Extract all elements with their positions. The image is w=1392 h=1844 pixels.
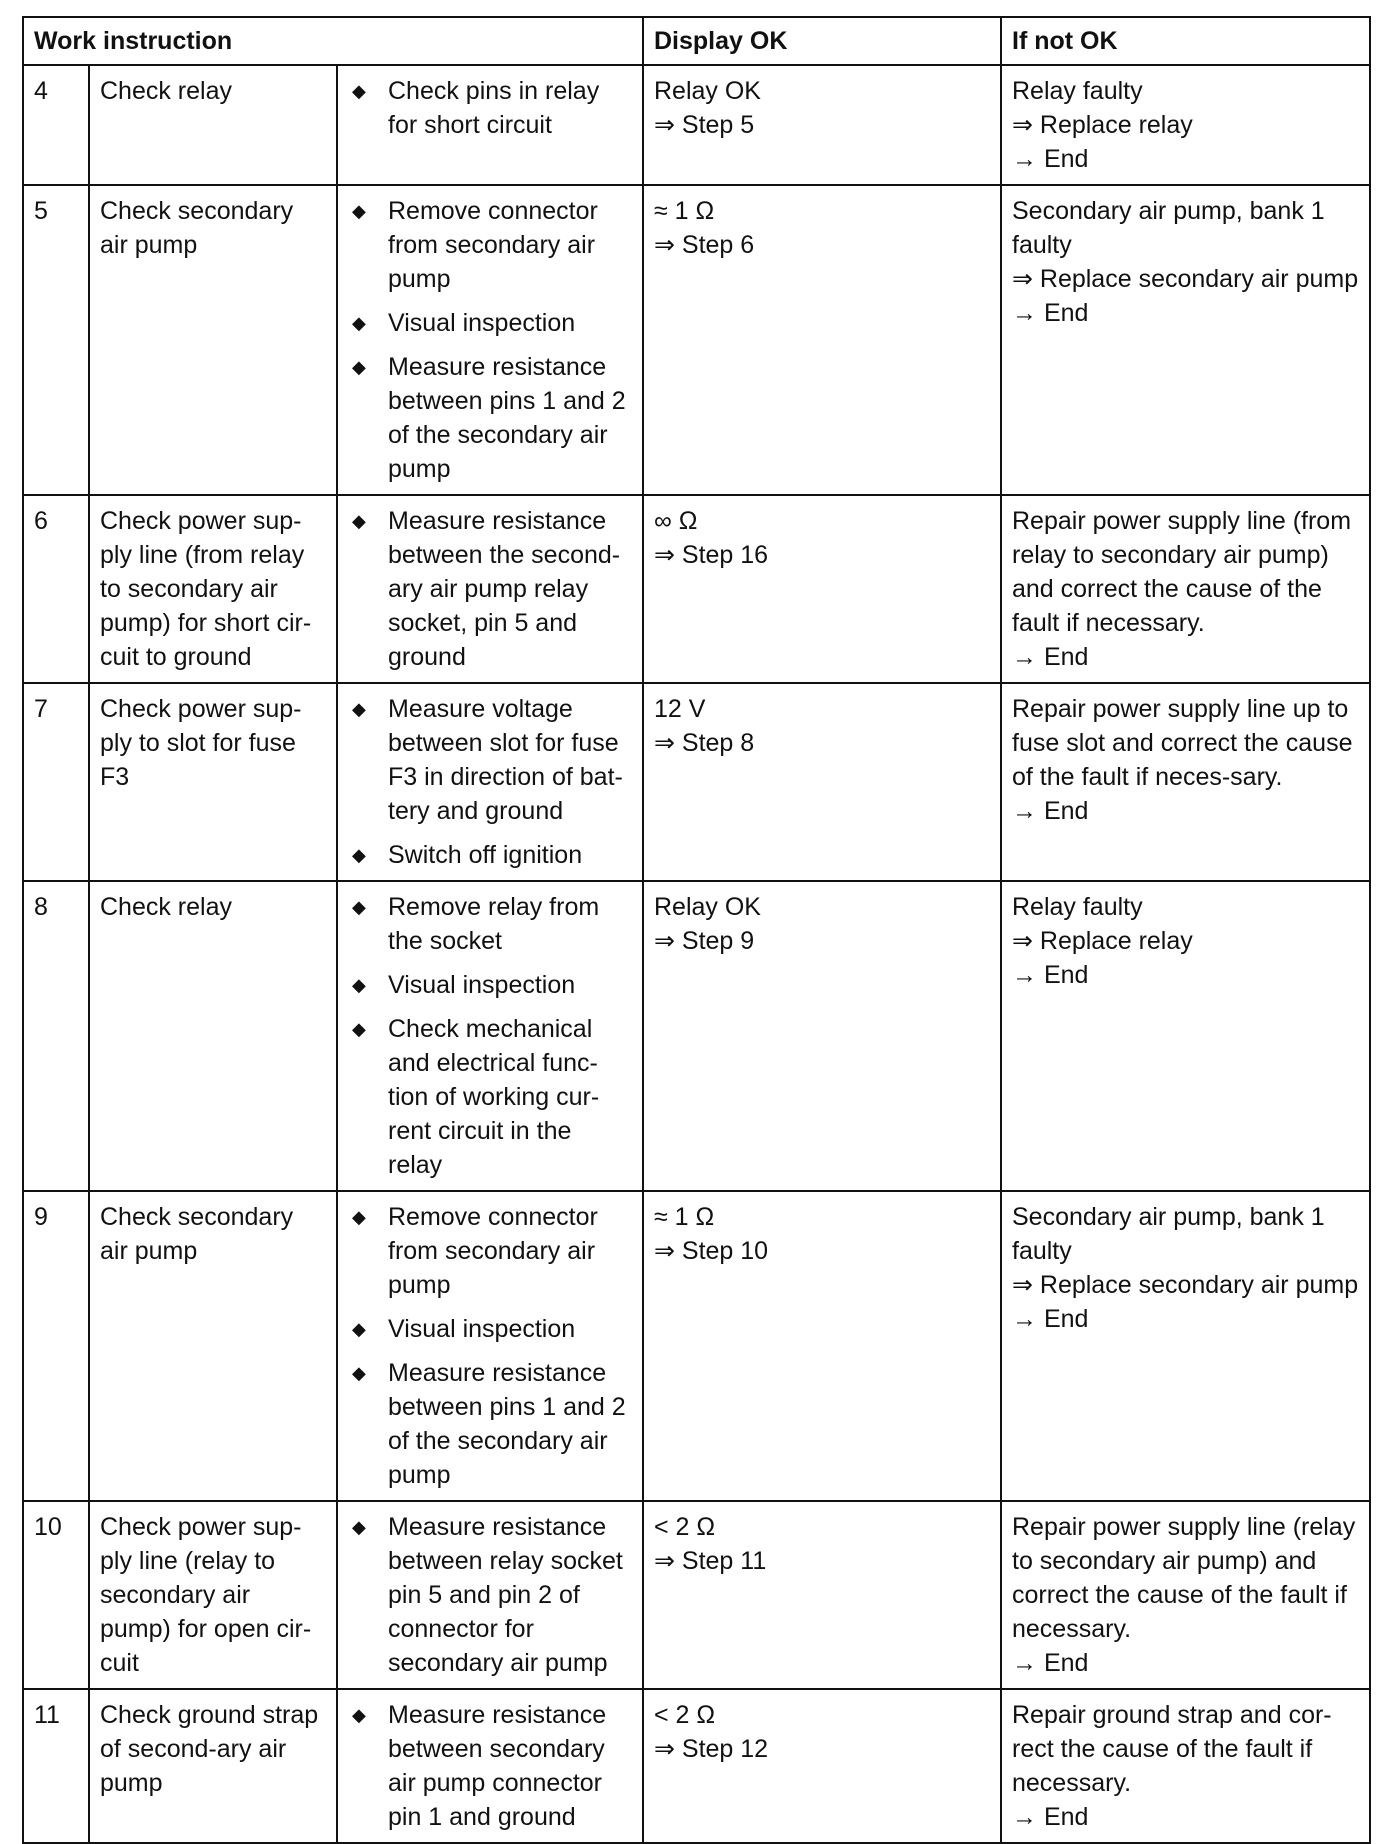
if-not-ok-line: → End: [1012, 299, 1089, 327]
table-row: [23, 65, 1370, 185]
task-steps-cell: [337, 65, 643, 185]
display-ok-line: ⇒ Step 16: [654, 541, 769, 569]
display-ok-cell: [643, 881, 1001, 1191]
task-step: [348, 890, 632, 958]
task-step: [348, 1012, 632, 1182]
display-ok-cell: [643, 185, 1001, 495]
task-steps-list: [348, 74, 632, 142]
task-step-text: Remove connector from secondary air pump: [388, 1203, 598, 1299]
task-description: Check power sup-ply line (relay to secondary air pump) for open cir-cuit: [89, 1501, 337, 1689]
if-not-ok-line: Secondary air pump, bank 1 faulty: [1012, 1203, 1325, 1265]
task-description: Check secondary air pump: [89, 185, 337, 495]
display-ok-line: ⇒ Step 11: [654, 1547, 767, 1575]
task-step: [348, 194, 632, 296]
table-row: [23, 1191, 1370, 1501]
diamond-bullet-icon: ◆: [352, 699, 366, 719]
task-step: [348, 1698, 632, 1834]
step-number: 4: [23, 65, 89, 185]
display-ok-line: ⇒ Step 5: [654, 111, 755, 139]
display-ok-cell: [643, 1501, 1001, 1689]
task-steps-cell: [337, 1191, 643, 1501]
display-ok-line: < 2 Ω: [654, 1513, 716, 1541]
if-not-ok-line: → End: [1012, 797, 1089, 825]
table-row: [23, 1689, 1370, 1843]
task-step-text: Measure resistance between secondary air pump connector pin 1 and ground: [388, 1701, 607, 1831]
display-ok-line: ⇒ Step 6: [654, 231, 755, 259]
task-description: Check ground strap of second-ary air pump: [89, 1689, 337, 1843]
diamond-bullet-icon: ◆: [352, 845, 366, 865]
task-description: Check power sup-ply line (from relay to secondary air pump) for short cir-cuit to ground: [89, 495, 337, 683]
diamond-bullet-icon: ◆: [352, 81, 366, 101]
display-ok-line: ∞ Ω: [654, 507, 698, 535]
display-ok-cell: [643, 683, 1001, 881]
task-step: [348, 1356, 632, 1492]
display-ok-cell: [643, 1689, 1001, 1843]
display-ok-line: < 2 Ω: [654, 1701, 716, 1729]
if-not-ok-line: ⇒ Replace secondary air pump: [1012, 265, 1359, 293]
display-ok-line: ⇒ Step 8: [654, 729, 755, 757]
if-not-ok-cell: [1001, 65, 1370, 185]
display-ok-line: ⇒ Step 10: [654, 1237, 769, 1265]
table-row: [23, 185, 1370, 495]
display-ok-cell: [643, 1191, 1001, 1501]
if-not-ok-line: Relay faulty: [1012, 893, 1143, 921]
diamond-bullet-icon: ◆: [352, 897, 366, 917]
if-not-ok-cell: [1001, 881, 1370, 1191]
task-step: [348, 1510, 632, 1680]
task-step: [348, 838, 632, 872]
display-ok-line: 12 V: [654, 695, 706, 723]
task-description: Check secondary air pump: [89, 1191, 337, 1501]
task-step-text: Visual inspection: [388, 1315, 576, 1343]
step-number: 10: [23, 1501, 89, 1689]
header-display-ok: Display OK: [643, 17, 1001, 65]
task-steps-cell: [337, 683, 643, 881]
step-number: 7: [23, 683, 89, 881]
display-ok-line: ⇒ Step 12: [654, 1735, 769, 1763]
if-not-ok-cell: [1001, 1191, 1370, 1501]
task-steps-list: [348, 194, 632, 486]
if-not-ok-cell: [1001, 185, 1370, 495]
table-header-row: [23, 17, 1370, 65]
diamond-bullet-icon: ◆: [352, 1517, 366, 1537]
task-step-text: Remove relay from the socket: [388, 893, 600, 955]
task-step: [348, 350, 632, 486]
task-description: Check relay: [89, 881, 337, 1191]
diamond-bullet-icon: ◆: [352, 975, 366, 995]
step-number: 6: [23, 495, 89, 683]
if-not-ok-line: Repair power supply line (from relay to secondary air pump) and correct the cause of the fault if necessary.: [1012, 507, 1352, 637]
task-description: Check relay: [89, 65, 337, 185]
task-steps-cell: [337, 1689, 643, 1843]
diamond-bullet-icon: ◆: [352, 1705, 366, 1725]
diamond-bullet-icon: ◆: [352, 1363, 366, 1383]
step-number: 9: [23, 1191, 89, 1501]
task-step-text: Visual inspection: [388, 309, 576, 337]
task-steps-cell: [337, 185, 643, 495]
task-steps-list: [348, 1200, 632, 1492]
task-step-text: Switch off ignition: [388, 841, 583, 869]
task-step: [348, 1312, 632, 1346]
task-step-text: Check pins in relay for short circuit: [388, 77, 600, 139]
display-ok-line: Relay OK: [654, 77, 761, 105]
if-not-ok-line: Secondary air pump, bank 1 faulty: [1012, 197, 1325, 259]
task-step: [348, 504, 632, 674]
diamond-bullet-icon: ◆: [352, 1019, 366, 1039]
display-ok-cell: [643, 65, 1001, 185]
task-step-text: Measure resistance between relay socket pin 5 and pin 2 of connector for secondary air pump: [388, 1513, 623, 1677]
diamond-bullet-icon: ◆: [352, 313, 366, 333]
diamond-bullet-icon: ◆: [352, 511, 366, 531]
diamond-bullet-icon: ◆: [352, 201, 366, 221]
task-step-text: Remove connector from secondary air pump: [388, 197, 598, 293]
task-step-text: Check mechanical and electrical func-tion of working cur-rent circuit in the relay: [388, 1015, 600, 1179]
if-not-ok-cell: [1001, 495, 1370, 683]
step-number: 11: [23, 1689, 89, 1843]
table-row: [23, 881, 1370, 1191]
display-ok-line: ≈ 1 Ω: [654, 197, 715, 225]
if-not-ok-line: Relay faulty: [1012, 77, 1143, 105]
display-ok-line: Relay OK: [654, 893, 761, 921]
work-instruction-table: [22, 16, 1371, 1844]
task-steps-list: [348, 1698, 632, 1834]
task-step-text: Measure voltage between slot for fuse F3 in direction of bat-tery and ground: [388, 695, 623, 825]
diamond-bullet-icon: ◆: [352, 1319, 366, 1339]
task-steps-list: [348, 504, 632, 674]
task-step-text: Measure resistance between the second-ary air pump relay socket, pin 5 and ground: [388, 507, 621, 671]
if-not-ok-line: → End: [1012, 961, 1089, 989]
if-not-ok-cell: [1001, 1689, 1370, 1843]
if-not-ok-cell: [1001, 1501, 1370, 1689]
task-steps-cell: [337, 495, 643, 683]
if-not-ok-line: → End: [1012, 1803, 1089, 1831]
diamond-bullet-icon: ◆: [352, 357, 366, 377]
task-step-text: Visual inspection: [388, 971, 576, 999]
if-not-ok-cell: [1001, 683, 1370, 881]
task-step: [348, 74, 632, 142]
task-steps-cell: [337, 881, 643, 1191]
step-number: 8: [23, 881, 89, 1191]
step-number: 5: [23, 185, 89, 495]
task-steps-cell: [337, 1501, 643, 1689]
task-steps-list: [348, 890, 632, 1182]
task-step-text: Measure resistance between pins 1 and 2 of the secondary air pump: [388, 353, 626, 483]
header-if-not-ok: If not OK: [1001, 17, 1370, 65]
task-step: [348, 306, 632, 340]
task-description: Check power sup-ply to slot for fuse F3: [89, 683, 337, 881]
if-not-ok-line: Repair ground strap and cor-rect the cause of the fault if necessary.: [1012, 1701, 1332, 1797]
display-ok-cell: [643, 495, 1001, 683]
display-ok-line: ≈ 1 Ω: [654, 1203, 715, 1231]
task-steps-list: [348, 692, 632, 872]
if-not-ok-line: → End: [1012, 1305, 1089, 1333]
if-not-ok-line: → End: [1012, 145, 1089, 173]
task-step: [348, 1200, 632, 1302]
if-not-ok-line: ⇒ Replace relay: [1012, 927, 1193, 955]
if-not-ok-line: ⇒ Replace relay: [1012, 111, 1193, 139]
if-not-ok-line: → End: [1012, 643, 1089, 671]
display-ok-line: ⇒ Step 9: [654, 927, 755, 955]
task-step: [348, 968, 632, 1002]
if-not-ok-line: ⇒ Replace secondary air pump: [1012, 1271, 1359, 1299]
table-row: [23, 495, 1370, 683]
if-not-ok-line: → End: [1012, 1649, 1089, 1677]
table-row: [23, 683, 1370, 881]
if-not-ok-line: Repair power supply line (relay to secondary air pump) and correct the cause of the fault if necessary.: [1012, 1513, 1356, 1643]
header-work-instruction: Work instruction: [23, 17, 643, 65]
table-row: [23, 1501, 1370, 1689]
task-steps-list: [348, 1510, 632, 1680]
if-not-ok-line: Repair power supply line up to fuse slot and correct the cause of the fault if neces-sary.: [1012, 695, 1353, 791]
diamond-bullet-icon: ◆: [352, 1207, 366, 1227]
task-step-text: Measure resistance between pins 1 and 2 of the secondary air pump: [388, 1359, 626, 1489]
task-step: [348, 692, 632, 828]
